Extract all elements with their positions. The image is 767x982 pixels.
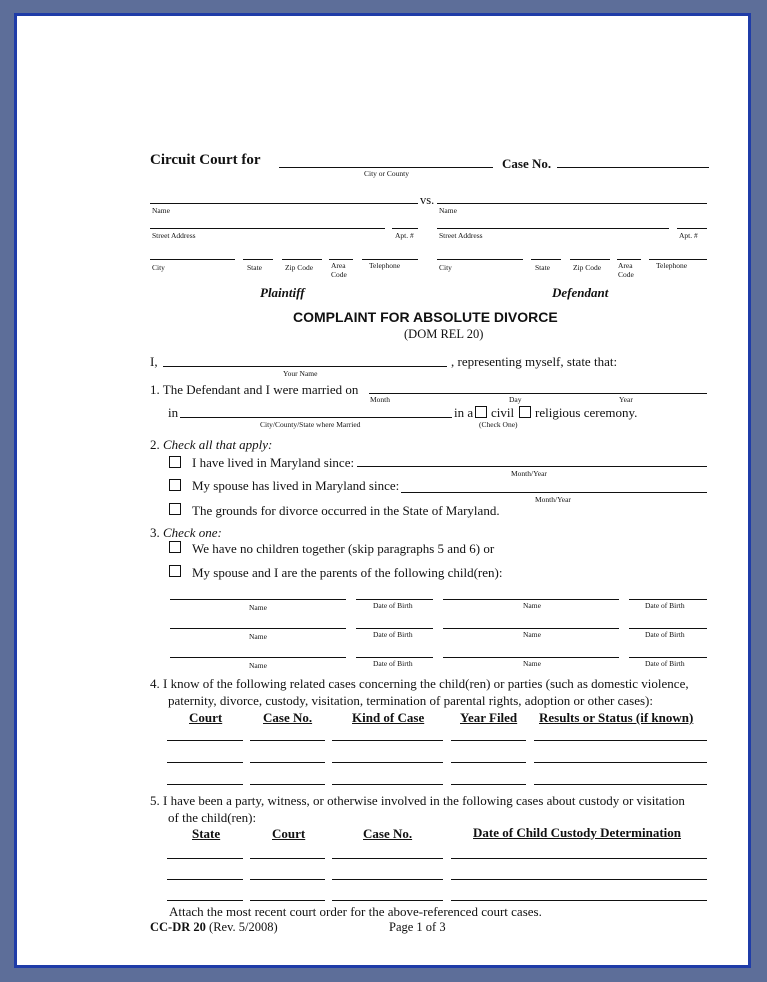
item1-text: 1. The Defendant and I were married on [150,382,359,397]
child-name-caption: Name [249,632,267,641]
child-6-dob-field[interactable] [629,657,707,658]
defendant-state-caption: State [535,263,550,272]
plaintiff-area-code-field[interactable] [329,259,353,260]
item4-col-court: Court [189,710,223,725]
item4-row2-case[interactable] [250,762,325,763]
child-name-caption: Name [523,601,541,610]
plaintiff-area-caption-1: Area [331,261,346,270]
defendant-area-caption-2: Code [618,270,634,279]
check-one-caption: (Check One) [479,420,518,429]
child-dob-caption: Date of Birth [373,659,413,668]
city-county-field[interactable] [279,167,493,168]
grounds-in-md-label: The grounds for divorce occurred in the State of Maryland. [192,503,500,518]
have-children-label: My spouse and I are the parents of the following child(ren): [192,565,503,580]
item5-row3-case[interactable] [332,900,443,901]
defendant-area-code-field[interactable] [617,259,641,260]
child-dob-caption: Date of Birth [373,630,413,639]
spouse-lived-in-md-label: My spouse has lived in Maryland since: [192,478,400,493]
plaintiff-telephone-caption: Telephone [369,261,401,270]
item4-line2: paternity, divorce, custody, visitation, termination of parental rights, adoption or other cases): [168,693,653,708]
child-dob-caption: Date of Birth [645,601,685,610]
child-name-caption: Name [249,661,267,670]
no-children-label: We have no children together (skip paragraphs 5 and 6) or [192,541,495,556]
item4-row3-results[interactable] [534,784,707,785]
form-title: COMPLAINT FOR ABSOLUTE DIVORCE [293,309,558,325]
item5-row1-state[interactable] [167,858,243,859]
item4-row3-case[interactable] [250,784,325,785]
child-2-dob-field[interactable] [629,599,707,600]
item5-line1: 5. I have been a party, witness, or otherwise involved in the following cases about custody or visitation [150,793,685,808]
defendant-name-field[interactable] [437,203,707,204]
item5-row3-date[interactable] [451,900,707,901]
item5-row1-date[interactable] [451,858,707,859]
case-no-field[interactable] [557,167,709,168]
lived-in-md-date-caption: Month/Year [511,469,547,478]
child-5-name-field[interactable] [170,657,346,658]
item5-row2-date[interactable] [451,879,707,880]
item4-row2-results[interactable] [534,762,707,763]
item4-row1-court[interactable] [167,740,243,741]
child-dob-caption: Date of Birth [645,630,685,639]
plaintiff-city-field[interactable] [150,259,235,260]
child-1-name-field[interactable] [170,599,346,600]
lived-in-md-date-field[interactable] [357,466,707,467]
item4-col-year: Year Filed [460,710,518,725]
form-page [14,13,751,968]
item5-row2-case[interactable] [332,879,443,880]
defendant-apt-field[interactable] [677,228,707,229]
vs-label: vs. [420,193,435,207]
plaintiff-state-field[interactable] [243,259,273,260]
item5-row1-court[interactable] [250,858,325,859]
child-5-dob-field[interactable] [356,657,433,658]
item5-col-date: Date of Child Custody Determination [473,825,681,840]
item4-row1-year[interactable] [451,740,526,741]
form-id: CC-DR 20 [150,920,206,934]
item4-row3-kind[interactable] [332,784,443,785]
plaintiff-name-field[interactable] [150,203,418,204]
item5-col-state: State [192,826,221,841]
plaintiff-apt-caption: Apt. # [395,231,414,240]
item4-row2-kind[interactable] [332,762,443,763]
spouse-lived-in-md-date-caption: Month/Year [535,495,571,504]
item5-row2-state[interactable] [167,879,243,880]
religious-label: religious ceremony. [535,405,638,420]
plaintiff-city-caption: City [152,263,165,272]
plaintiff-street-field[interactable] [150,228,385,229]
item2-heading: 2. Check all that apply: [150,437,273,452]
defendant-zip-field[interactable] [570,259,610,260]
defendant-state-field[interactable] [531,259,561,260]
grounds-in-md-checkbox[interactable] [169,503,181,515]
plaintiff-telephone-field[interactable] [362,259,418,260]
spouse-lived-in-md-date-field[interactable] [401,492,707,493]
month-caption: Month [370,395,391,404]
city-county-caption: City or County [364,169,410,178]
child-2-name-field[interactable] [443,599,619,600]
plaintiff-label: Plaintiff [260,285,305,300]
item4-row3-year[interactable] [451,784,526,785]
item1-in-label: in [168,405,179,420]
child-6-name-field[interactable] [443,657,619,658]
item4-col-case-no: Case No. [263,710,313,725]
plaintiff-zip-field[interactable] [282,259,322,260]
plaintiff-state-caption: State [247,263,262,272]
item5-col-case-no: Case No. [363,826,413,841]
plaintiff-apt-field[interactable] [392,228,418,229]
defendant-street-caption: Street Address [439,231,483,240]
item3-heading: 3. Check one: [150,525,222,540]
child-4-dob-field[interactable] [629,628,707,629]
item4-col-results: Results or Status (if known) [539,710,694,725]
defendant-zip-caption: Zip Code [573,263,602,272]
religious-checkbox[interactable] [519,406,531,418]
plaintiff-street-caption: Street Address [152,231,196,240]
form-footer-id [150,920,278,935]
plaintiff-zip-caption: Zip Code [285,263,314,272]
item4-row2-year[interactable] [451,762,526,763]
page-number: Page 1 of 3 [389,920,446,934]
defendant-name-caption: Name [439,206,457,215]
your-name-field[interactable] [163,366,447,367]
representing-text: , representing myself, state that: [451,354,618,369]
marriage-place-caption: City/County/State where Married [260,420,361,429]
day-caption: Day [509,395,522,404]
marriage-place-field[interactable] [180,417,452,418]
item5-line2: of the child(ren): [168,810,257,825]
child-4-name-field[interactable] [443,628,619,629]
child-name-caption: Name [523,659,541,668]
case-no-label: Case No. [502,156,552,171]
plaintiff-name-caption: Name [152,206,170,215]
item1-in-a: in a [454,405,474,420]
marriage-date-field[interactable] [369,393,707,394]
defendant-city-field[interactable] [437,259,523,260]
plaintiff-area-caption-2: Code [331,270,347,279]
child-dob-caption: Date of Birth [373,601,413,610]
circuit-court-label: Circuit Court for [150,152,261,168]
item4-row2-court[interactable] [167,762,243,763]
item4-line1: 4. I know of the following related cases concerning the child(ren) or parties (such as domestic violence, [150,676,689,691]
child-name-caption: Name [523,630,541,639]
item5-row1-case[interactable] [332,858,443,859]
civil-label: civil [491,405,515,420]
defendant-label: Defendant [552,285,609,300]
child-dob-caption: Date of Birth [645,659,685,668]
spouse-lived-in-md-checkbox[interactable] [169,479,181,491]
child-name-caption: Name [249,603,267,612]
defendant-telephone-caption: Telephone [656,261,688,270]
defendant-apt-caption: Apt. # [679,231,698,240]
attach-note: Attach the most recent court order for the above-referenced court cases. [169,904,542,919]
item5-col-court: Court [272,826,306,841]
defendant-city-caption: City [439,263,452,272]
child-3-dob-field[interactable] [356,628,433,629]
defendant-area-caption-1: Area [618,261,633,270]
defendant-telephone-field[interactable] [649,259,707,260]
item4-col-kind: Kind of Case [352,710,425,725]
child-1-dob-field[interactable] [356,599,433,600]
civil-checkbox[interactable] [475,406,487,418]
no-children-checkbox[interactable] [169,541,181,553]
have-children-checkbox[interactable] [169,565,181,577]
item4-row1-kind[interactable] [332,740,443,741]
item4-row3-court[interactable] [167,784,243,785]
item5-row3-court[interactable] [250,900,325,901]
your-name-caption: Your Name [283,369,318,378]
defendant-street-field[interactable] [437,228,669,229]
year-caption: Year [619,395,633,404]
intro-i-label: I, [150,354,158,369]
form-subtitle: (DOM REL 20) [404,327,484,341]
item5-row2-court[interactable] [250,879,325,880]
item5-row3-state[interactable] [167,900,243,901]
lived-in-md-checkbox[interactable] [169,456,181,468]
item4-row1-case[interactable] [250,740,325,741]
lived-in-md-label: I have lived in Maryland since: [192,455,355,470]
form-revision: (Rev. 5/2008) [209,920,278,934]
child-3-name-field[interactable] [170,628,346,629]
item4-row1-results[interactable] [534,740,707,741]
